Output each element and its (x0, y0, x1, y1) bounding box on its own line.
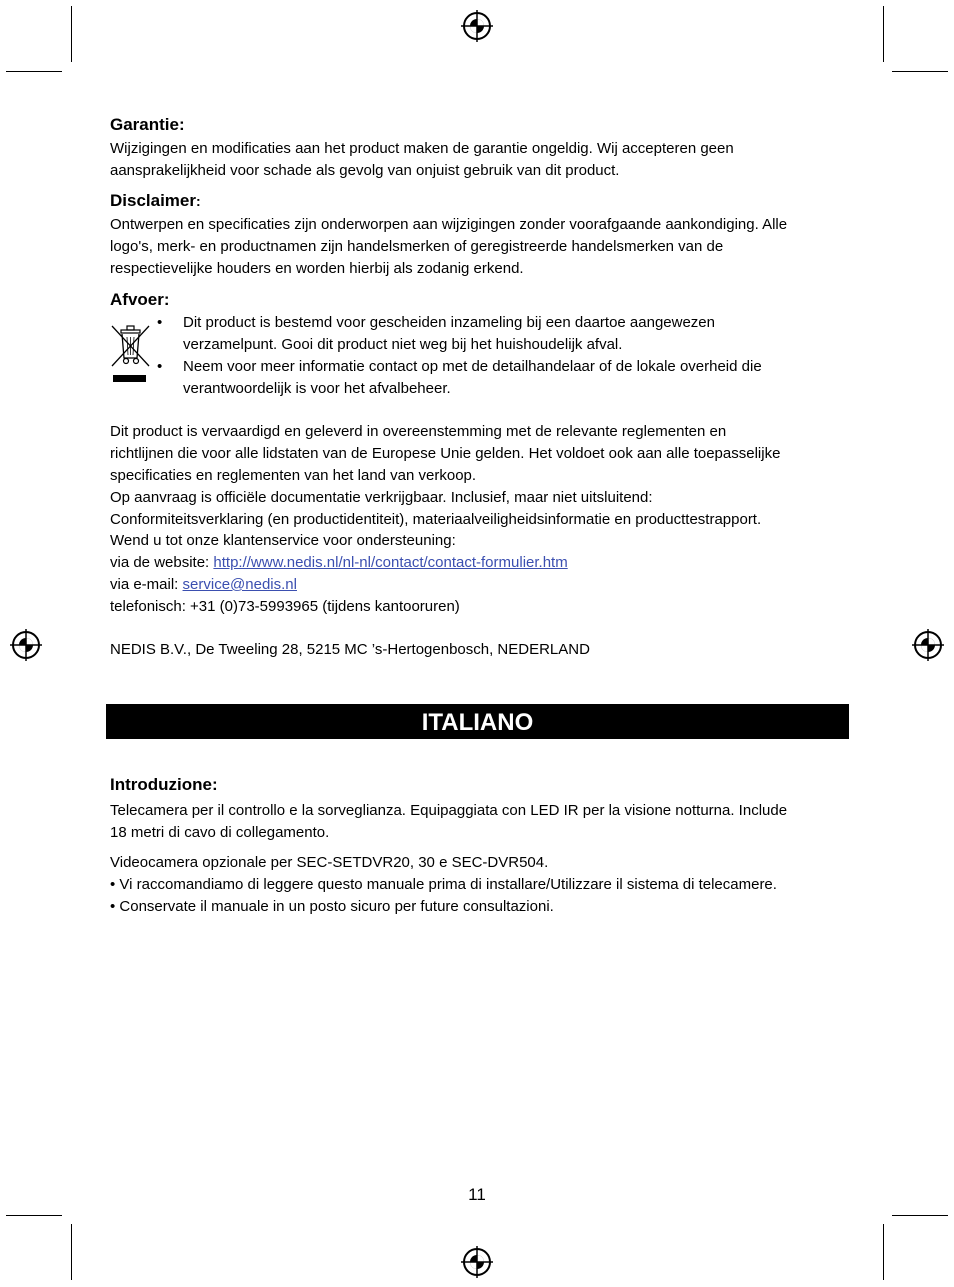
garantie-line: aansprakelijkheid voor schade als gevolg van onjuist gebruik van dit product. (110, 162, 620, 179)
weee-crossed-bin-icon (110, 322, 152, 384)
afvoer-bullet-symbol: • (157, 314, 163, 331)
disclaimer-heading-text: Disclaimer (110, 191, 196, 210)
introduzione-heading: Introduzione: (110, 775, 218, 794)
garantie-line: Wijzigingen en modificaties aan het product maken de garantie ongeldig. Wij accepteren geen (110, 140, 734, 157)
company-address: NEDIS B.V., De Tweeling 28, 5215 MC ’s-Hertogenbosch, NEDERLAND (110, 641, 590, 658)
afvoer-bullet-line: Dit product is bestemd voor gescheiden inzameling bij een daartoe aangewezen (183, 314, 715, 331)
introduzione-line: 18 metri di cavo di collegamento. (110, 824, 330, 841)
crop-mark-bottom-left-vertical (71, 1224, 72, 1280)
crop-mark-bottom-right-horizontal (892, 1215, 948, 1216)
introduzione-line: Telecamera per il controllo e la sorveglianza. Equipaggiata con LED IR per la visione notturna. Include (110, 802, 788, 819)
website-line (110, 552, 568, 574)
crop-mark-top-right-vertical (883, 6, 884, 62)
disclaimer-line: Ontwerpen en specificaties zijn onderworpen aan wijzigingen zonder voorafgaande aankondiging. Alle (110, 216, 788, 233)
registration-mark-icon (460, 9, 494, 43)
conformity-line: specificaties en reglementen van het land van verkoop. (110, 467, 477, 484)
registration-mark-icon (460, 1245, 494, 1279)
garantie-heading: Garantie: (110, 115, 185, 134)
conformity-line: Wend u tot onze klantenservice voor ondersteuning: (110, 532, 456, 549)
crop-mark-bottom-left-horizontal (6, 1215, 62, 1216)
introduzione-bullet: • Vi raccomandiamo di leggere questo manuale prima di installare/Utilizzare il sistema di telecamere. (110, 876, 777, 893)
email-line (110, 574, 297, 596)
afvoer-bullet-line: verzamelpunt. Gooi dit product niet weg bij het huishoudelijk afval. (183, 336, 623, 353)
phone-line: telefonisch: +31 (0)73-5993965 (tijdens kantooruren) (110, 598, 460, 615)
section-banner-italiano: ITALIANO (106, 704, 849, 739)
conformity-line: Dit product is vervaardigd en geleverd in overeenstemming met de relevante reglementen en (110, 423, 727, 440)
email-link[interactable]: service@nedis.nl (182, 576, 297, 593)
crop-mark-top-left-horizontal (6, 71, 62, 72)
disclaimer-heading-colon: : (196, 193, 201, 209)
disclaimer-heading (110, 190, 201, 212)
afvoer-bullet-line: Neem voor meer informatie contact op met de detailhandelaar of de lokale overheid die (183, 358, 762, 375)
conformity-line: Op aanvraag is officiële documentatie verkrijgbaar. Inclusief, maar niet uitsluitend: (110, 489, 653, 506)
email-label: via e-mail: (110, 576, 183, 593)
conformity-line: Conformiteitsverklaring (en productidentiteit), materiaalveiligheidsinformatie en producttestrapport. (110, 511, 762, 528)
website-link[interactable]: http://www.nedis.nl/nl-nl/contact/contact-formulier.htm (213, 554, 568, 571)
introduzione-bullet: • Conservate il manuale in un posto sicuro per future consultazioni. (110, 898, 554, 915)
disclaimer-line: logo's, merk- en productnamen zijn handelsmerken of geregistreerde handelsmerken van de (110, 238, 724, 255)
introduzione-line: Videocamera opzionale per SEC-SETDVR20, 30 e SEC-DVR504. (110, 854, 549, 871)
conformity-line: richtlijnen die voor alle lidstaten van de Europese Unie gelden. Het voldoet ook aan alle toepasselijke (110, 445, 781, 462)
crop-mark-top-right-horizontal (892, 71, 948, 72)
registration-mark-icon (9, 628, 43, 662)
afvoer-heading: Afvoer: (110, 290, 170, 309)
crop-mark-bottom-right-vertical (883, 1224, 884, 1280)
afvoer-bullet-symbol: • (157, 358, 163, 375)
registration-mark-icon (911, 628, 945, 662)
afvoer-bullet-line: verantwoordelijk is voor het afvalbeheer. (183, 380, 451, 397)
disclaimer-line: respectievelijke houders en worden hierbij als zodanig erkend. (110, 260, 524, 277)
page-number: 11 (468, 1185, 486, 1204)
website-label: via de website: (110, 554, 214, 571)
crop-mark-top-left-vertical (71, 6, 72, 62)
